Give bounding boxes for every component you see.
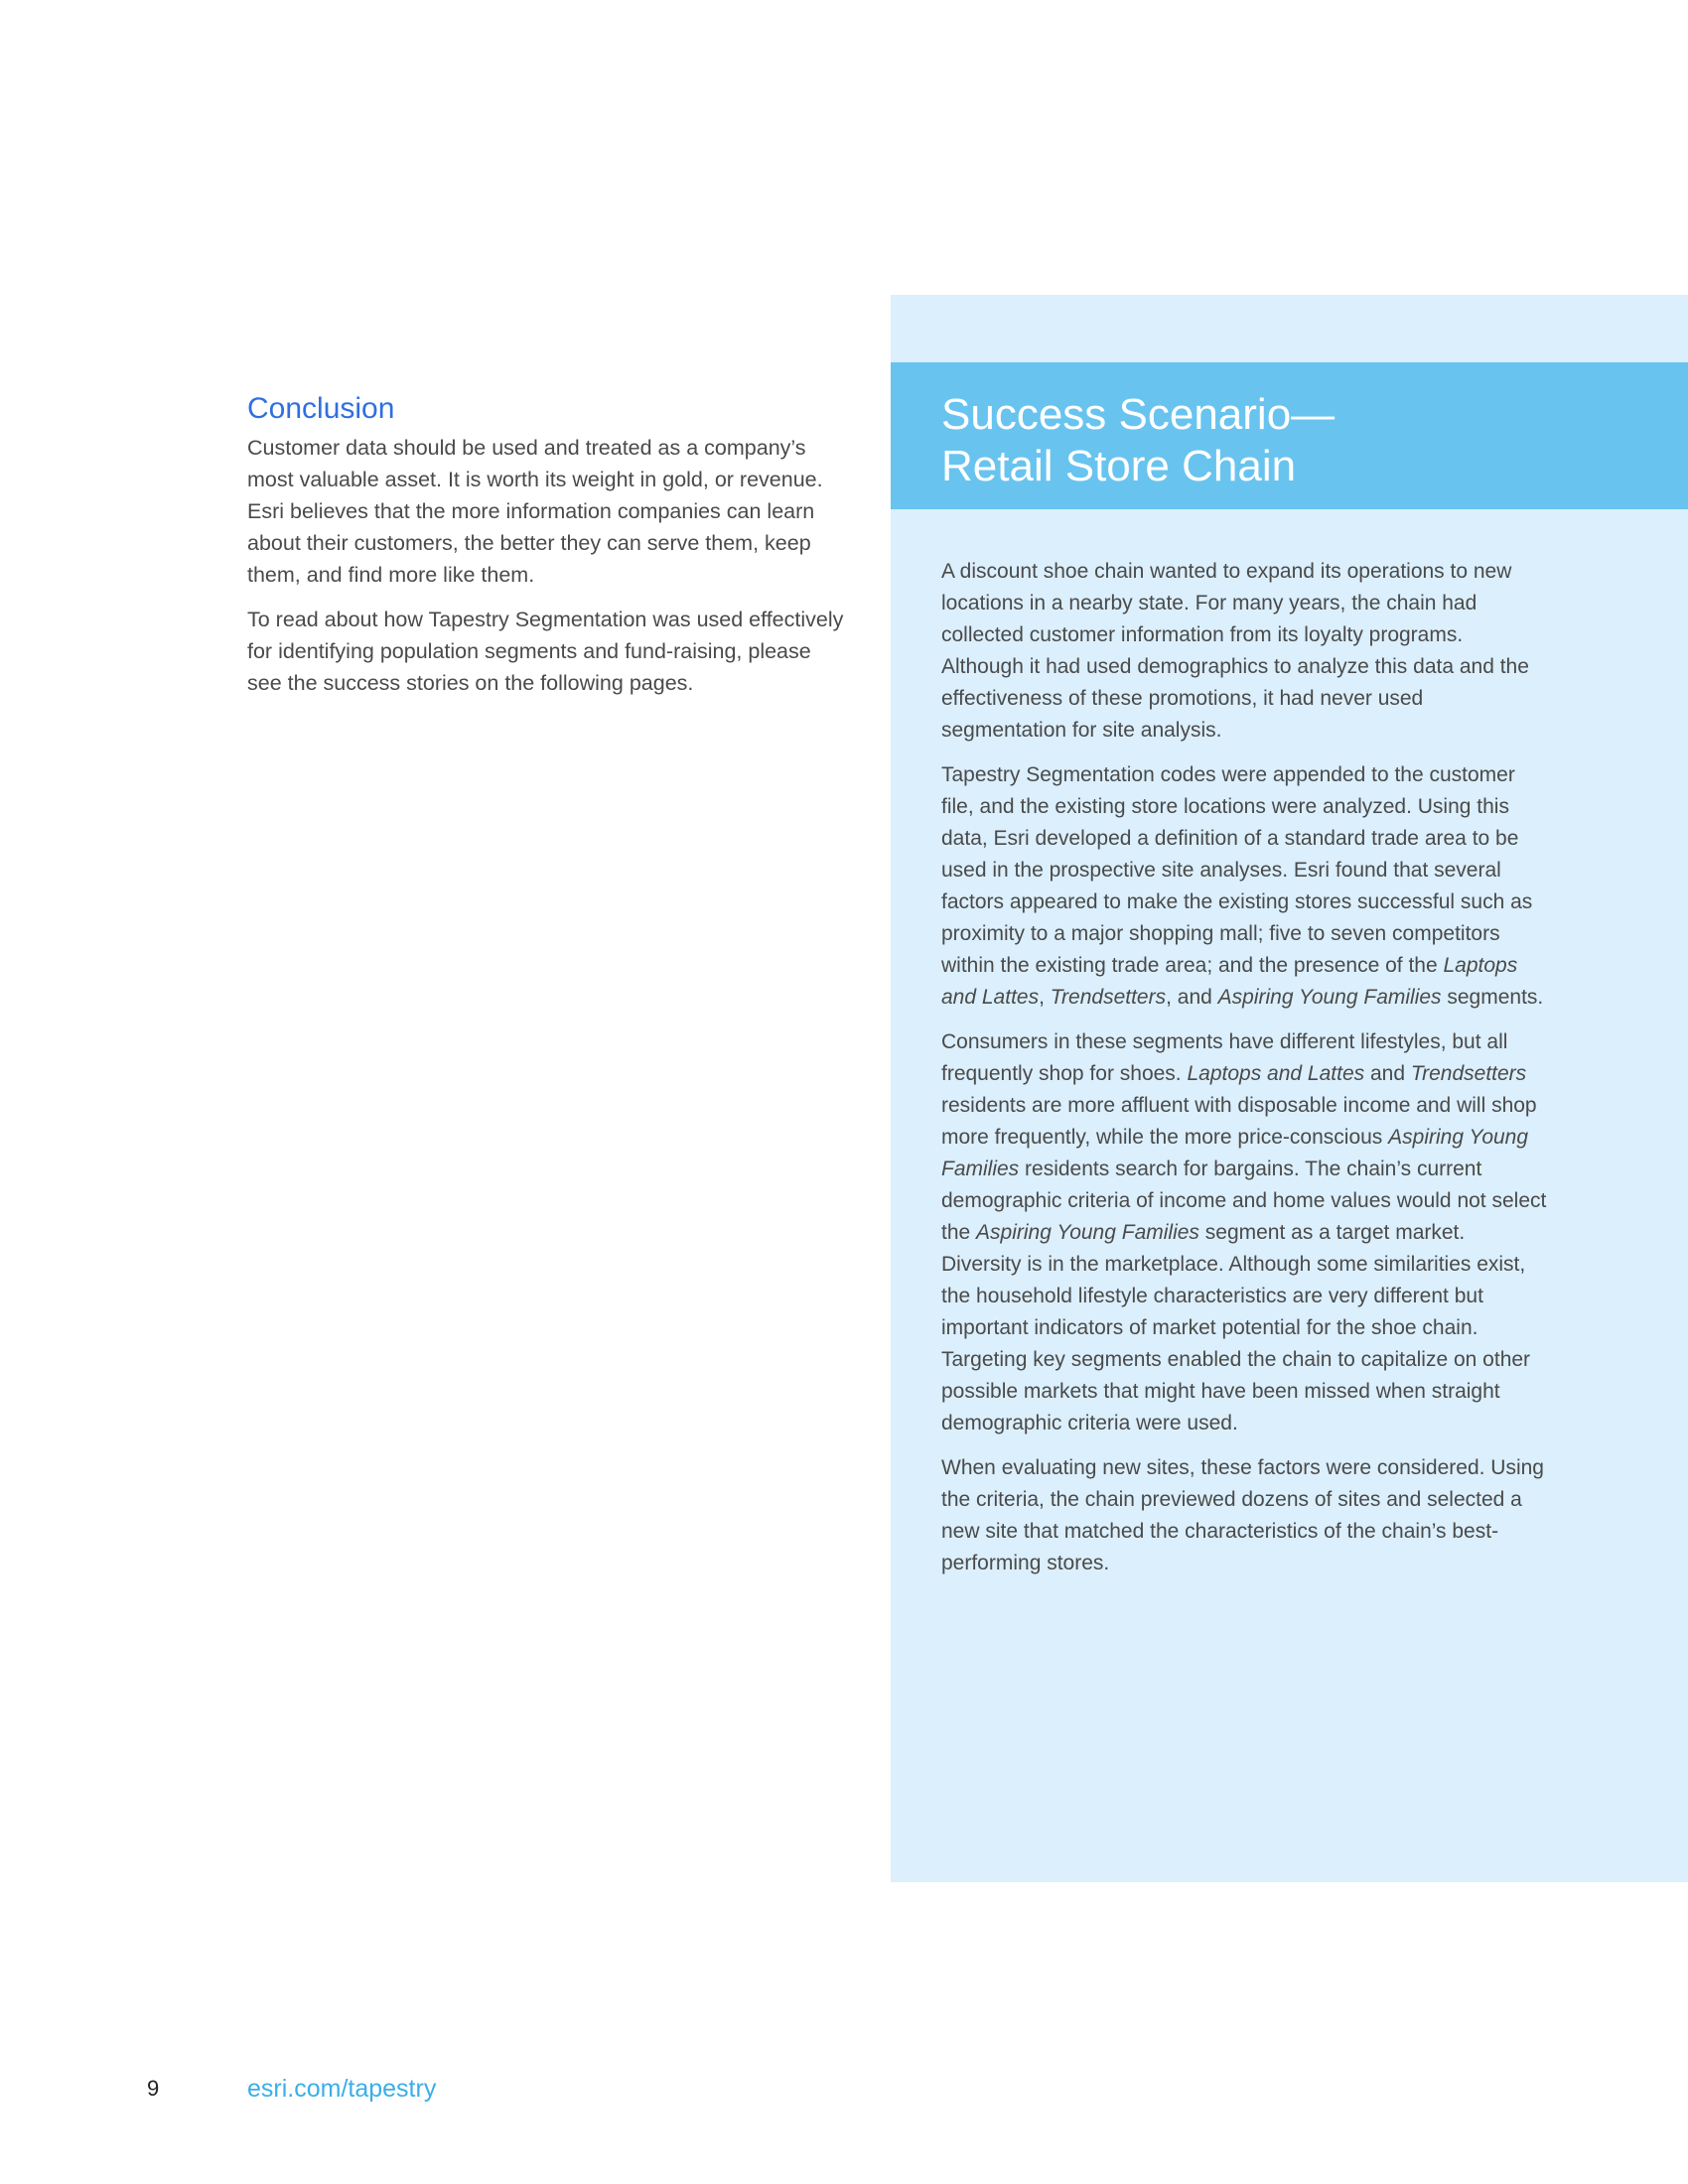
segment-name: Aspiring Young Families bbox=[976, 1221, 1199, 1244]
page-footer bbox=[0, 2073, 1688, 2113]
sidebar-title-band bbox=[891, 362, 1688, 509]
segment-name: Aspiring Young Families bbox=[941, 1126, 1529, 1180]
sidebar-paragraph bbox=[941, 759, 1547, 1014]
text-run: residents search for bargains. The chain’s current demographic criteria of income and home values would not select the bbox=[941, 1158, 1547, 1244]
conclusion-paragraph: To read about how Tapestry Segmentation was used effectively for identifying population segments and fund-raising, please see the success stories on the following pages. bbox=[247, 608, 844, 695]
website-link[interactable]: esri.com/tapestry bbox=[247, 2075, 437, 2103]
text-run: segments. bbox=[1441, 986, 1544, 1009]
segment-name: Laptops and Lattes bbox=[941, 954, 1518, 1009]
sidebar-paragraph: A discount shoe chain wanted to expand its operations to new locations in a nearby state. For many years, the chain had collected customer information from its loyalty programs. Although it had used demographics to analyze this data and the effectiveness of these promotions, it had never used segmentation for site analysis. bbox=[941, 560, 1529, 742]
page-number: 9 bbox=[147, 2076, 160, 2101]
text-run: and bbox=[1364, 1062, 1411, 1085]
text-run: , and bbox=[1166, 986, 1218, 1009]
conclusion-paragraph: Customer data should be used and treated as a company’s most valuable asset. It is worth its weight in gold, or revenue. Esri believes that the more information companies can learn about their customers, the better they can serve them, keep them, and find more like them. bbox=[247, 436, 823, 587]
sidebar-title-line1: Success Scenario— bbox=[941, 390, 1336, 439]
segment-name: Trendsetters bbox=[1410, 1062, 1527, 1085]
segment-name: Laptops and Lattes bbox=[1187, 1062, 1365, 1085]
success-scenario-sidebar bbox=[891, 295, 1688, 1882]
sidebar-title bbox=[941, 389, 1656, 492]
sidebar-paragraph: When evaluating new sites, these factors were considered. Using the criteria, the chain previewed dozens of sites and selected a new site that matched the characteristics of the chain’s best-performing stores. bbox=[941, 1456, 1544, 1574]
text-run: segment as a target market. Diversity is in the marketplace. Although some similarities exist, the household lifestyle characteristics are very different but important indicators of market potential for the shoe chain. Targeting key segments enabled the chain to capitalize on other possible markets that might have been missed when straight demographic criteria were used. bbox=[941, 1221, 1531, 1434]
text-run: , bbox=[1039, 986, 1051, 1009]
text-run: Consumers in these segments have different lifestyles, but all frequently shop for shoes. bbox=[941, 1030, 1508, 1085]
conclusion-section bbox=[247, 390, 848, 712]
sidebar-title-line2: Retail Store Chain bbox=[941, 442, 1297, 490]
sidebar-body bbox=[941, 556, 1547, 1592]
text-run: Tapestry Segmentation codes were appended to the customer file, and the existing store locations were analyzed. Using this data, Esri developed a definition of a standard trade area to be used in the prospective site analyses. Esri found that several factors appeared to make the existing stores successful such as proximity to a major shopping mall; five to seven competitors within the existing trade area; and the presence of the bbox=[941, 763, 1533, 977]
segment-name: Aspiring Young Families bbox=[1217, 986, 1442, 1009]
conclusion-heading: Conclusion bbox=[247, 392, 395, 425]
text-run: residents are more affluent with disposable income and will shop more frequently, while the more price-conscious bbox=[941, 1094, 1537, 1149]
segment-name: Trendsetters bbox=[1050, 986, 1167, 1009]
sidebar-paragraph bbox=[941, 1026, 1547, 1439]
